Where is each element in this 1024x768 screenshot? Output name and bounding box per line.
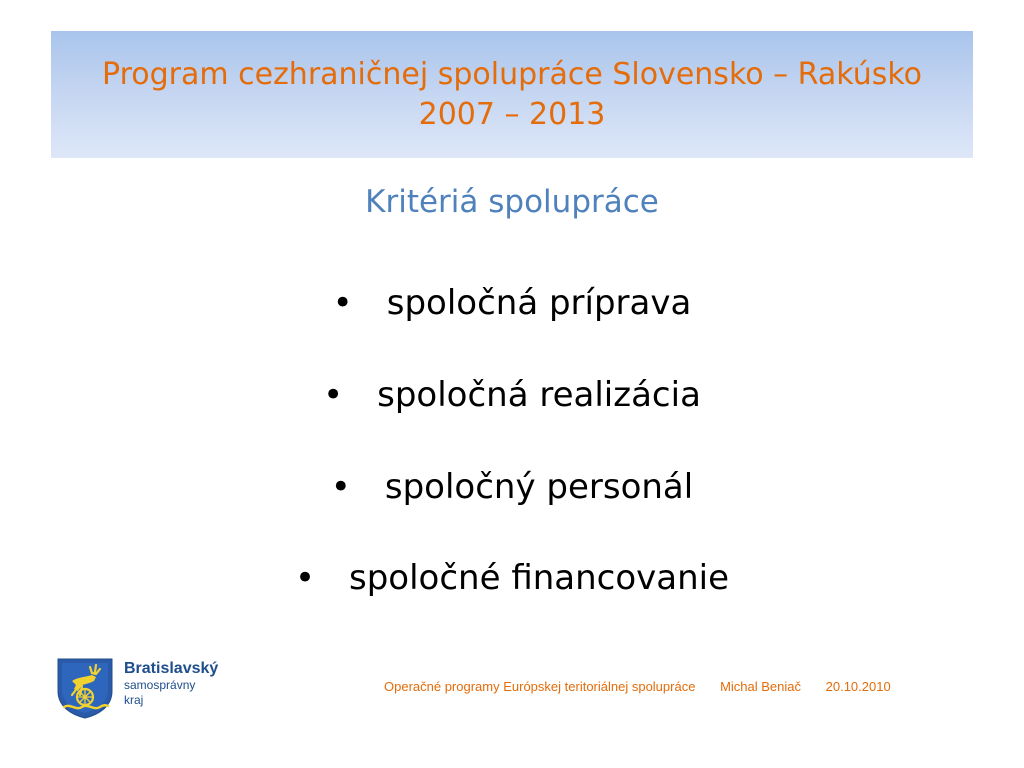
- bullet-text: spoločná realizácia: [377, 375, 701, 415]
- footer-date: 20.10.2010: [825, 679, 891, 694]
- bullet-item: [0, 372, 1024, 418]
- slide-subtitle: Kritériá spolupráce: [365, 184, 659, 220]
- bullet-text: spoločná príprava: [386, 283, 692, 323]
- bullet-text: spoločné financovanie: [349, 558, 730, 598]
- title-band: [51, 31, 973, 158]
- logo-line-3: kraj: [124, 693, 144, 707]
- bullet-icon: •: [332, 283, 353, 323]
- bratislava-region-logo: [56, 657, 266, 721]
- logo-wordmark: [124, 659, 218, 708]
- footer-author: Michal Beniač: [720, 679, 801, 694]
- slide-title-line-1: Program cezhraničnej spolupráce Slovensko – Rakúsko: [102, 56, 922, 92]
- bullet-item: [0, 464, 1024, 510]
- logo-line-2: samosprávny: [124, 678, 196, 692]
- logo-name: Bratislavský: [124, 660, 219, 677]
- bullet-text: spoločný personál: [384, 467, 694, 507]
- bullet-icon: •: [294, 558, 316, 598]
- coat-of-arms-stag-icon: [56, 657, 114, 719]
- slide-title-line-2: 2007 – 2013: [418, 96, 606, 132]
- bullet-icon: •: [323, 375, 344, 415]
- slide-footer: [384, 679, 974, 694]
- bullet-item: [0, 280, 1024, 326]
- bullet-item: [0, 555, 1024, 601]
- footer-program: Operačné programy Európskej teritoriálnej spolupráce: [384, 679, 696, 694]
- bullet-icon: •: [330, 467, 351, 507]
